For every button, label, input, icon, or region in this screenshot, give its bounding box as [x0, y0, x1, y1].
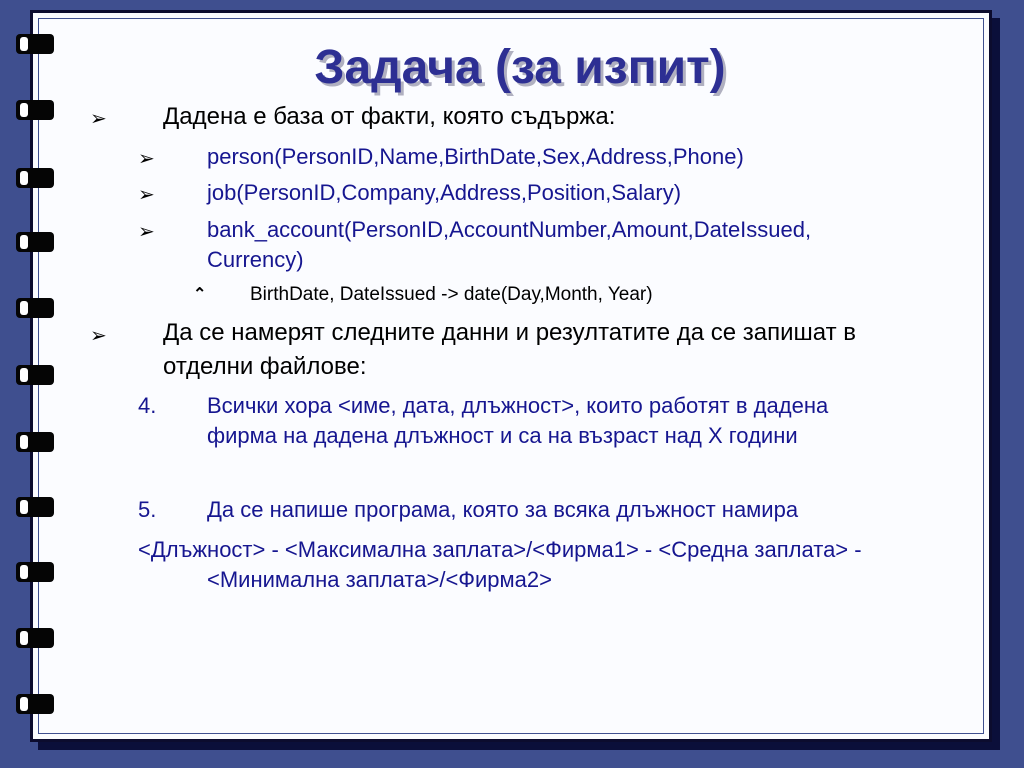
arrow-bullet-icon: ➢ — [138, 148, 155, 170]
date-note: BirthDate, DateIssued -> date(Day,Month, Year) — [250, 284, 653, 305]
fact-bank-account: bank_account(PersonID,AccountNumber,Amount,DateIssued, — [207, 217, 812, 242]
item-4-line2: фирма на дадена длъжност и са на възраст над Х години — [207, 423, 798, 448]
item-5-line3: <Минимална заплата>/<Фирма2> — [207, 567, 552, 592]
binder-ring-icon — [16, 232, 54, 252]
arrow-bullet-icon: ➢ — [138, 221, 155, 243]
binder-ring-icon — [16, 168, 54, 188]
binder-ring-icon — [16, 432, 54, 452]
item-5-line2: <Длъжност> - <Максимална заплата>/<Фирма1> - <Средна заплата> - — [138, 537, 862, 562]
binder-ring-icon — [16, 298, 54, 318]
task-text: Да се намерят следните данни и резултатите да се запишат в — [163, 319, 857, 346]
binder-ring-icon — [16, 497, 54, 517]
item-number: 4. — [138, 393, 157, 418]
item-4-line1: Всички хора <име, дата, длъжност>, които работят в дадена — [207, 393, 829, 418]
arrow-bullet-icon: ➢ — [90, 325, 107, 347]
fact-person: person(PersonID,Name,BirthDate,Sex,Address,Phone) — [207, 144, 744, 169]
item-5-line1: Да се напише програма, която за всяка длъжност намира — [207, 497, 799, 522]
binder-ring-icon — [16, 628, 54, 648]
caret-bullet-icon: ⌃ — [193, 286, 207, 303]
binder-ring-icon — [16, 562, 54, 582]
fact-job: job(PersonID,Company,Address,Position,Salary) — [207, 180, 682, 205]
binder-ring-icon — [16, 694, 54, 714]
task-text-cont: отделни файлове: — [163, 353, 367, 380]
binder-ring-icon — [16, 365, 54, 385]
intro-text: Дадена е база от факти, която съдържа: — [163, 103, 616, 130]
arrow-bullet-icon: ➢ — [90, 108, 107, 130]
item-number: 5. — [138, 497, 157, 522]
binder-ring-icon — [16, 100, 54, 120]
arrow-bullet-icon: ➢ — [138, 184, 155, 206]
slide-title: Задача (за изпит) — [314, 41, 726, 94]
fact-bank-account-cont: Currency) — [207, 247, 304, 272]
